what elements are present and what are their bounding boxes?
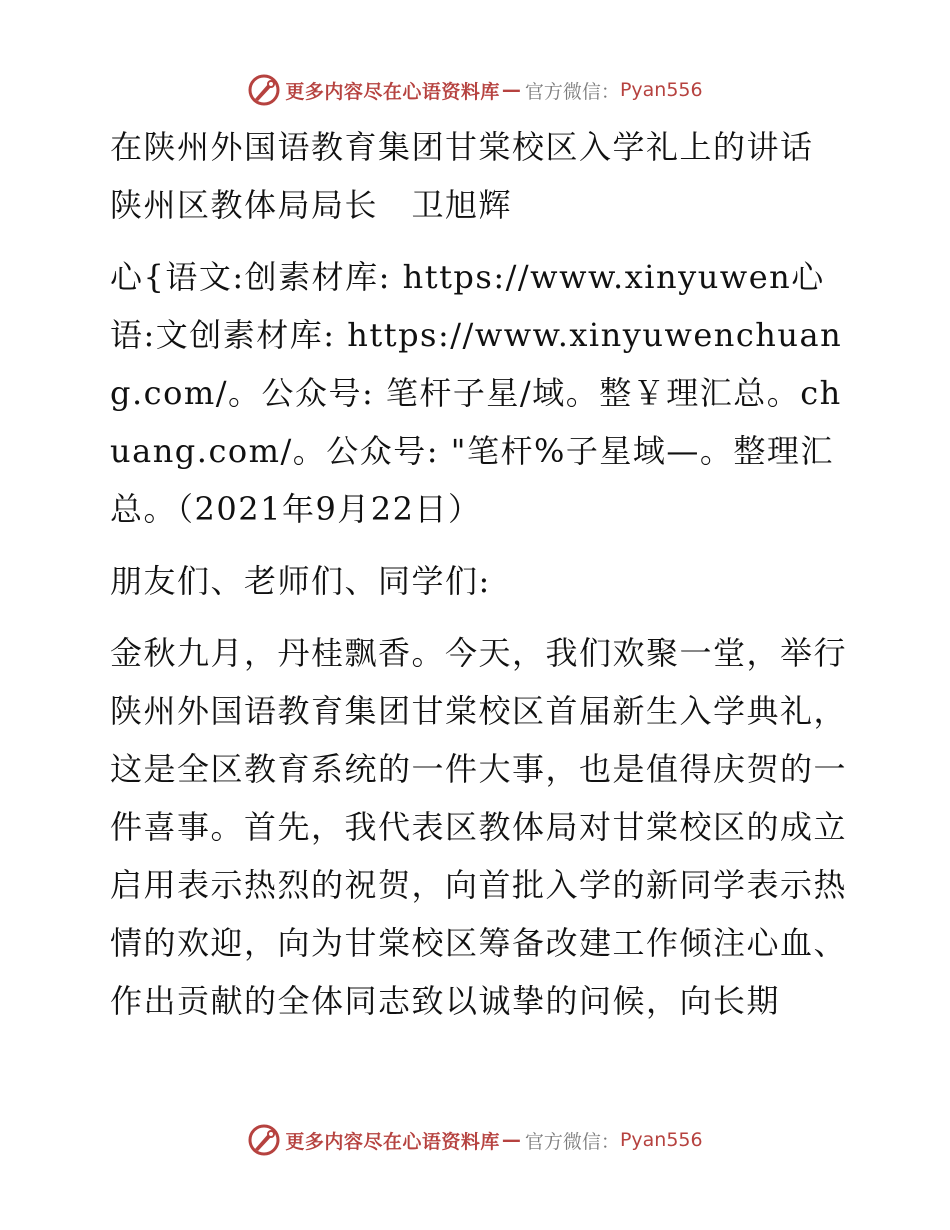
- banner-main-text: 更多内容尽在心语资料库: [285, 80, 500, 103]
- banner-wechat-label: 官方微信：: [524, 80, 620, 103]
- banner-separator: —: [501, 79, 521, 101]
- header-banner: [0, 70, 950, 110]
- document-body: [98, 118, 858, 1030]
- greeting: 朋友们、老师们、同学们:: [110, 562, 491, 600]
- footer-wechat-label: 官方微信：: [524, 1130, 620, 1153]
- footer-wechat-id: Pyan556: [619, 1129, 703, 1151]
- footer-banner: [0, 1120, 950, 1160]
- source-note: 心{语文:创素材库: https://www.xinyuwen心语:文创素材库: https://www.xinyuwenchuang.com/。公众号: 笔杆子星/域。整￥理汇总。chuang.com/。公众号: "笔杆%子星域—。整理汇总。（2021年9月22日）: [110, 258, 843, 528]
- pen-logo-icon: [247, 73, 281, 107]
- banner-wechat-id: Pyan556: [619, 79, 703, 101]
- pen-logo-icon: [247, 1123, 281, 1157]
- body-paragraph: 金秋九月，丹桂飘香。今天，我们欢聚一堂，举行陕州外国语教育集团甘棠校区首届新生入学典礼，这是全区教育系统的一件大事，也是值得庆贺的一件喜事。首先，我代表区教体局对甘棠校区的成立启用表示热烈的祝贺，向首批入学的新同学表示热情的欢迎，向为甘棠校区筹备改建工作倾注心血、作出贡献的全体同志致以诚挚的问候，向长期: [110, 634, 848, 1020]
- footer-main-text: 更多内容尽在心语资料库: [285, 1130, 500, 1153]
- speaker-line: 陕州区教体局局长 卫旭辉: [110, 186, 513, 224]
- document-title: 在陕州外国语教育集团甘棠校区入学礼上的讲话: [110, 128, 814, 166]
- footer-separator: —: [501, 1129, 521, 1151]
